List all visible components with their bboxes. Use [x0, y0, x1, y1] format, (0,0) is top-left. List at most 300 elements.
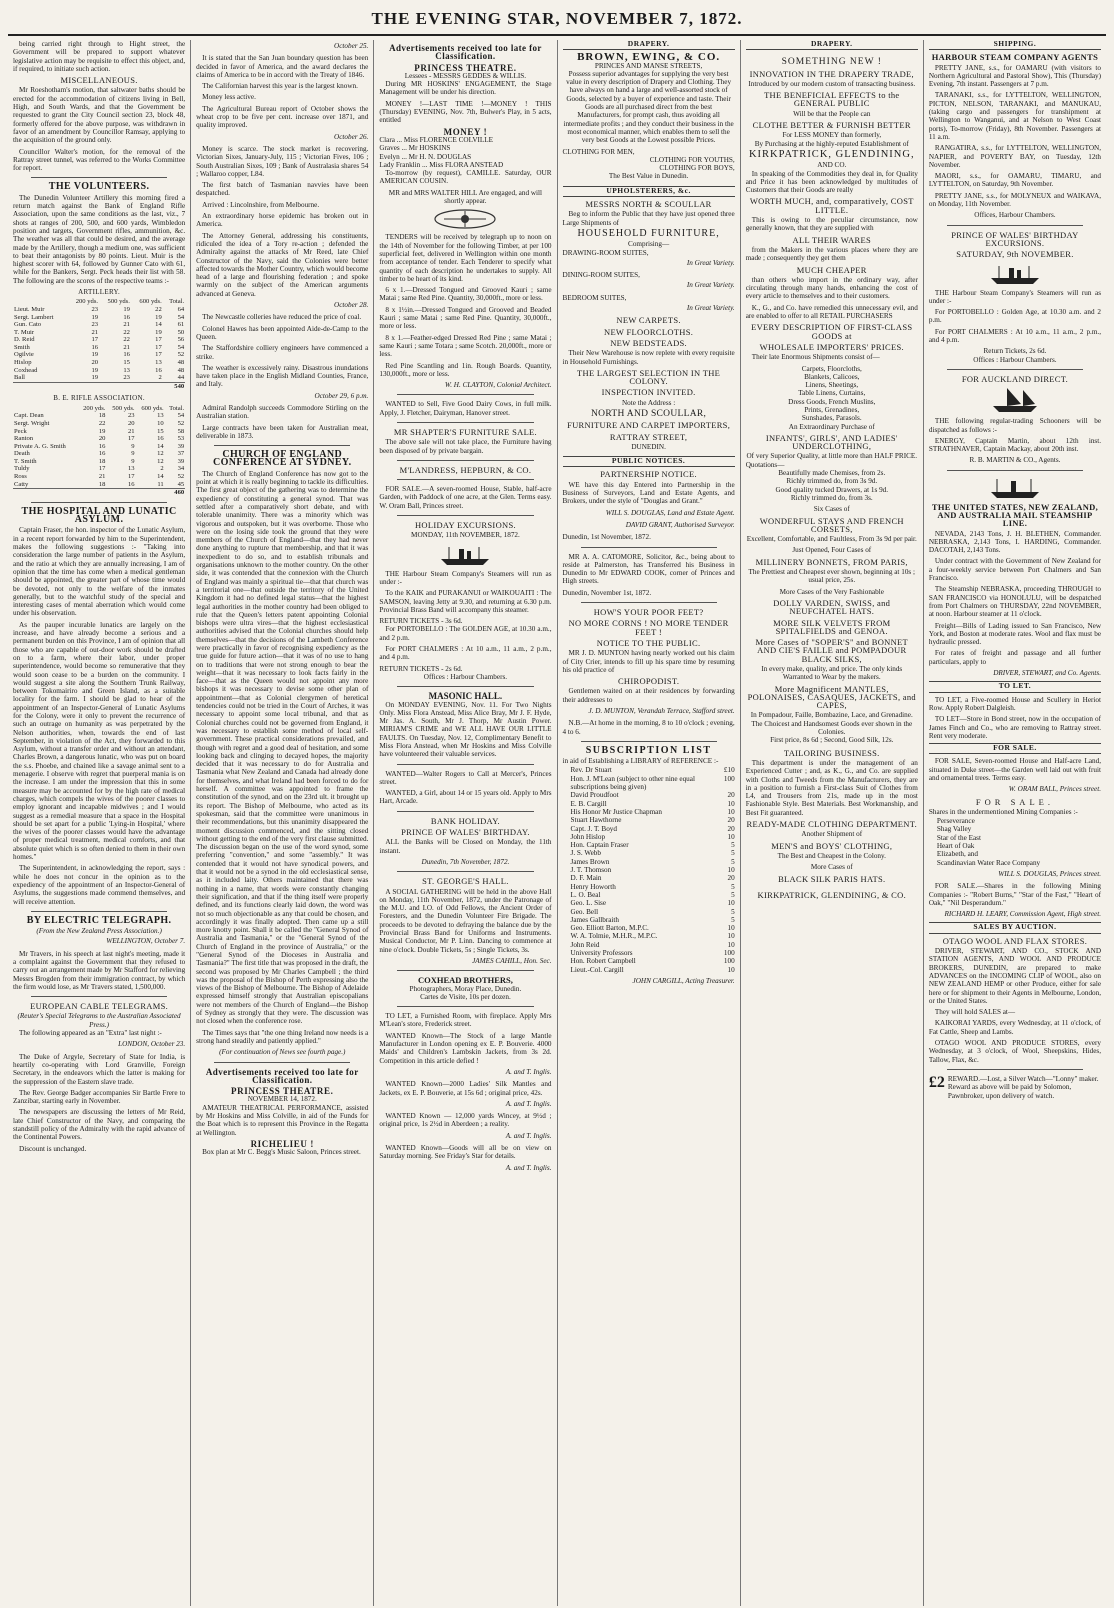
score-cell: 16 — [127, 480, 135, 488]
score-cell: 20 — [98, 435, 106, 443]
score-header-cell: Total. — [169, 298, 185, 306]
kg-line: By Purchasing at the highly-reputed Establishment of — [754, 139, 909, 148]
section-heading: DRAPERY. — [563, 40, 735, 50]
catomore-notice: MR A. A. CATOMORE, Solicitor, &c., being about to reside at Palmerston, has Transferred his Business in Dunedin to Mr EDWARD COOK, corner of Princes and High streets. — [562, 552, 735, 586]
score-header-cell — [13, 405, 77, 413]
us-mail-text: Freight—Bills of Lading issued to San Francisco, New York, and Boston at moderate rates. Wool and flax must be hydraulic pressed. — [928, 621, 1102, 647]
score-cell — [77, 489, 106, 497]
subscription-amount: 5 — [731, 915, 735, 924]
subscription-row — [571, 766, 735, 774]
otago-wool-heading: OTAGO WOOL AND FLAX STORES. — [942, 935, 1088, 946]
holiday-offices: Offices : Harbour Chambers. — [423, 672, 508, 681]
continuation-note: (For continuation of News see fourth page.) — [219, 1048, 346, 1057]
for-sale-title: FOR SALE. — [975, 796, 1054, 807]
subscription-row — [571, 775, 735, 792]
feet-subheading: NO MORE CORNS ! NO MORE TENDER FEET ! — [568, 618, 729, 637]
feet-heading: HOW'S YOUR POOR FEET? — [593, 607, 704, 618]
score-cell: 54 — [177, 313, 185, 321]
subscription-amount: 10 — [727, 940, 735, 949]
score-header-cell: 500 yds. — [107, 298, 130, 306]
ready-made-heading: READY-MADE CLOTHING DEPARTMENT. — [746, 819, 918, 830]
subscription-heading: SUBSCRIPTION LIST — [585, 744, 712, 756]
subscription-row — [571, 849, 735, 857]
subscription-row — [571, 924, 735, 932]
to-let-ad: TO LET, a Furnished Room, with fireplace. Apply Mrs M'Lean's store, Frederick street. — [379, 1012, 552, 1029]
kg-text: Their late Enormous Shipments consist of— — [751, 353, 880, 362]
subscription-amount: 10 — [727, 832, 735, 841]
score-cell: Ball — [14, 374, 25, 382]
score-cell: 21 — [123, 321, 130, 329]
partnership-signature: DAVID GRANT, Authorised Surveyor. — [625, 520, 735, 529]
subscriber-name: D. F. Main — [570, 874, 602, 883]
score-total: 540 — [163, 382, 185, 390]
kg-andco: AND CO. — [817, 161, 847, 170]
volunteers-paragraph: The Dunedin Volunteer Artillery this morning fired a return match against the Bank of England Rifle Association, upon the same conditions as the last, viz., 7 shots at ranges of 200, 500, and 600 yards, Wimbledon position and targets, Government rifles, ammunition, &c. The weather was all that could be desired, and the average made by the Artillery, though a medium one, was sufficient to beat their antagonists by 80 points. Lieut. Muir is the highest scorer with 64, followed by Gunner Cato with 61, while for the Bankers, Sergt. Peck heads their list with 58. The following are the scores of the respective teams :- — [13, 193, 186, 285]
score-cell: Capt. Dean — [14, 412, 44, 420]
score-row — [13, 306, 185, 314]
tender-item: 8 x 1.—Feather-edged Dressed Red Pine ; same Matai ; same Kauri ; same Totara ; same Scotch. 20,000ft., more or less. — [379, 333, 552, 359]
for-sale-text: Shares in the undermentioned Mining Companies :- — [928, 807, 1078, 816]
score-cell: T. Muir — [14, 328, 35, 336]
score-cell: 19 — [91, 351, 99, 359]
score-row — [13, 329, 185, 337]
cast-entry: Lady Franklin ... Miss FLORA ANSTEAD — [379, 160, 504, 169]
subscriber-name: Hon. J. M'Lean (subject to other nine equal subscriptions being given) — [570, 774, 695, 792]
otago-text: They will hold SALES at— — [934, 1008, 1016, 1017]
subscription-amount: £10 — [723, 766, 735, 775]
cable-paragraph: The newspapers are discussing the letters of Mr Reid, late Chief Constructor of the Navy, and comparing the standstill policy of the Admiralty with the rapid advance of the Continental Powers. — [13, 1108, 186, 1142]
partnership-text: WE have this day Entered into Partnership in the Business of Surveyors, Land and Estate Agents, and Brokers, under the style of "Douglas and Grant." — [562, 480, 735, 506]
divider — [397, 764, 533, 765]
subscription-amount: 10 — [727, 899, 735, 908]
score-row — [13, 420, 185, 428]
sailing-notice: PRETTY JANE, s.s., for MOLYNEUX and WAIKAVA, on Monday, 11th November. — [928, 191, 1102, 209]
score-header-cell: 500 yds. — [112, 404, 135, 412]
score-cell — [99, 382, 131, 390]
score-row — [13, 473, 185, 481]
holiday-text: To the KAIK and PURAKANUI or WAIKOUAITI : The SAMSON, leaving Jetty at 9.30, and returning at 6.30 p.m. Provincial Brass Band will accompany this steamer. — [379, 589, 552, 614]
score-cell: 19 — [91, 374, 99, 382]
score-cell: Tuldy — [14, 465, 30, 473]
north-scoullar-city: DUNEDIN. — [631, 442, 666, 451]
score-cell: 61 — [177, 321, 185, 329]
reward-amount: £2 — [928, 1073, 945, 1091]
score-cell: 13 — [155, 359, 162, 367]
subscription-row — [571, 957, 735, 965]
divider — [397, 422, 533, 423]
score-cell: 18 — [98, 457, 106, 465]
divider — [31, 502, 167, 503]
us-mail-heading: THE UNITED STATES, NEW ZEALAND, AND AUSTRALIA MAIL STEAMSHIP LINE. — [931, 501, 1098, 529]
sailing-notice: TARANAKI, s.s., for LYTTELTON, WELLINGTON, PICTON, NELSON, TARANAKI, and MANUKAU, (taking cargo and passengers for transhipment at Wellington to Wanganui, and at Nelson to West Coast ports), To-morrow (Friday), 8th November. Passengers at 11 a.m. — [928, 91, 1102, 141]
score-row — [13, 351, 185, 359]
tender-item: Red Pine Scantling and 1in. Rough Boards. Quantity, 130,000ft., more or less. — [379, 361, 552, 378]
score-cell: T. Smith — [14, 457, 37, 465]
theatre-date: NOVEMBER 14, 1872. — [247, 1095, 317, 1104]
kg-line: Of very Superior Quality, at little more than HALF PRICE. — [746, 452, 918, 461]
news-item: The weather is excessively rainy. Disastrous inundations have taken place in the English Midland Counties, France, and Italy. — [196, 363, 369, 389]
score-cell — [106, 489, 135, 497]
subscriber-name: Hon. Robert Campbell — [570, 957, 636, 966]
subscription-amount: 10 — [727, 799, 735, 808]
cable-paragraph: The Duke of Argyle, Secretary of State for India, is heartily co-operating with Lord Granville, Foreign Secretary, in the endeavors which the latter is making for the suppression of the Eastern slave trade. — [13, 1052, 186, 1086]
subscriber-name: W. A. Tolmie, M.H.R., M.P.C. — [570, 932, 658, 941]
score-cell: 23 — [123, 374, 130, 382]
score-cell: Coxhead — [14, 366, 38, 374]
worth-much: WORTH MUCH, and, comparatively, COST LITTLE. — [749, 196, 914, 215]
score-cell: 34 — [177, 465, 185, 473]
score-cell: 16 — [91, 343, 99, 351]
score-cell: Ross — [14, 473, 27, 481]
score-row — [13, 374, 185, 382]
excursion-text: THE Harbour Steam Company's Steamers will run as under :- — [928, 288, 1102, 305]
quotation-item: Beautifully made Chemises, from 2s. — [778, 469, 886, 478]
score-total-row — [13, 489, 185, 497]
news-item: The Newcastle colleries have reduced the price of coal. — [202, 313, 362, 322]
subscriber-name: John Reid — [570, 940, 600, 949]
something-new: SOMETHING NEW ! — [781, 57, 882, 68]
subscription-row — [571, 808, 735, 816]
stays-heading: WONDERFUL STAYS AND FRENCH CORSETS, — [759, 515, 904, 534]
holiday-date: MONDAY, 11th NOVEMBER, 1872. — [411, 531, 520, 540]
cast-list — [379, 136, 551, 169]
subscription-row — [571, 883, 735, 891]
for-sale-ad: FOR SALE.—A seven-roomed House, Stable, half-acre Garden, with Paddock of one acre, at the Glen. Terms easy. W. Oram Ball, Princes street. — [379, 485, 552, 510]
subscriber-name: Lieut.-Col. Cargill — [570, 965, 624, 974]
subscription-row — [571, 949, 735, 957]
score-cell: 16 — [157, 435, 164, 443]
misc-heading: MISCELLANEOUS. — [60, 75, 138, 86]
news-item: Colonel Hawes has been appointed Aide-de-Camp to the Queen. — [196, 324, 369, 341]
quotations-label: Quotations— — [745, 460, 785, 469]
score-cell: Death — [14, 450, 30, 458]
bank-heading: B. E. RIFLE ASSOCIATION. — [53, 394, 145, 403]
subscriber-name: J. S. Webb — [570, 849, 601, 858]
score-cell: Ranton — [14, 435, 34, 443]
subscriber-name: J. T. Thomson — [570, 866, 612, 875]
columns — [8, 40, 1106, 1606]
intro-paragraph: being carried right through to Hight street, the Government will be prepared to support whatever legislative action may be requisite to effect this object, and, if required, to initiate such action. — [13, 40, 186, 73]
black-silk-hats: BLACK SILK PARIS HATS. — [778, 873, 886, 884]
score-total-row — [13, 382, 185, 390]
shipment-item: Sunshades, Parasols. — [801, 414, 862, 423]
kg-line: The Prettiest and Cheapest ever shown, beginning at 10s ; usual price, 25s. — [748, 568, 916, 585]
score-cell: 21 — [127, 427, 135, 435]
north-scoullar-name: NORTH AND SCOULLAR, — [591, 408, 707, 419]
tender-item: 6 x 1.—Dressed Tongued and Grooved Kauri ; same Matai ; same Red Pine. Quantity, 30,000ft., more or less. — [379, 286, 552, 303]
quotation-item: Richly trimmed do, from 3s 9d. — [786, 477, 878, 486]
chiropodist-label: CHIROPODIST. — [617, 676, 680, 687]
divider — [947, 1069, 1083, 1070]
column-4 — [557, 40, 740, 1606]
section-heading: PUBLIC NOTICES. — [563, 456, 735, 467]
volunteers-heading: THE VOLUNTEERS. — [48, 181, 150, 193]
news-item: Admiral Randolph succeeds Commodore Stirling on the Australian station. — [196, 403, 369, 421]
score-cell: 15 — [123, 359, 130, 367]
masthead: THE EVENING STAR, NOVEMBER 7, 1872. — [8, 6, 1106, 36]
subscriber-name: Capt. J. T. Boyd — [570, 824, 617, 833]
kg-line: Six Cases of — [813, 505, 850, 514]
church-paragraph: The Church of England Conference has now got to the point at which it is really beginning to tackle its difficulties. The first great object of the gathering was to determine the expediency of constituting a general synod. That was settled after a comparatively short debate, and with tolerable unanimity. There was a minority which was vigorous and outspoken, but it was overborne. Those who were on the losing side took the ground that they were members of the Church of England—that they had never done anything to rupture that membership, and that it was inexpedient to do so, and to establish tribunals and organisations unknown to the mother country. On the other side, it was contended that the connexion with the Church of England was mainly a spiritual tie—that that church was a territorial one—that outside the territory of the United Kingdom it had no defined legal status—that the highest legal authorities in the mother country had been obliged to rule that the Queen's letters patent appointing Colonial bishops were ultra vires—that the highest ecclesiastical authorities advised that the Colonial churches should help themselves—that the decisions of the Lambeth Conference were practically in favor of recognising expediency as the true guide for future action—that it was of no use to hang on to traditions that were not strong enough to bear the weight—that it was necessary to look facts fairly in the face—that as the Queen would not appoint any more bishops it was necessary to devise some other plan of appointment—that as Colonial clergymen of heretical tendencies could not be tried in the Court of Arches, it was necessary to appoint some local tribunal, and that as Colonial churches could not be governed from England, it was necessary to establish some method of local self-government. These practical considerations prevailed, and though with regret and a good deal of hesitation, and some looking back and clinging to decayed hopes, the majority decided that it was necessary to do for Australia and Tasmania what New Zealand and Canada had already done for themselves, and what Ireland had been forced to do for herself. A committee was appointed to frame the constitution of the synod, and on the 23rd ult. it brought up its report. The Bishop of Melbourne, who acted as its spokesman, said that the committee were unanimous in their recommendations, but this unanimity disappeared the moment discussion commenced, and the sitting closed without getting to the end of the very first clause submitted. The discussion began on the use of the word synod, some preferring "convention," and some "assembly." It was contended that it would not have synodical powers, and that it would not be a synod in the old ecclesiastical sense, as it included laity. Others maintained that there was nothing in a name, that words were constantly changing their signification, and that if the thing itself were properly defined, and its functions clearly laid down, the word was not so much objectionable as any that could be chosen, and accordingly it was finally adopted. Then came up a still more knotty point. Shall it be called the "General Synod of Australia and Tasmania," or the "General Synod of the Church of England in the province of Australia," or the "General Synod of the Dioceses in Australia and Tasmania?" The first title that was proposed in the draft, the second was proposed by Mr Charles Campbell ; the third was the proposal of the Bishop of Perth expressing also the views of the Bishop of Melbourne. The Bishop of Adelaide expressed himself strongly that Australian episcopalians were not members of the Church of England—the Bishop of Sydney as strongly that they were. The discussion was not closed when the conference rose. — [196, 469, 369, 1026]
subscription-row — [571, 841, 735, 849]
north-scoullar-heading: MESSRS NORTH & SCOULLAR — [585, 199, 712, 210]
score-cell: 19 — [98, 427, 106, 435]
score-row — [13, 465, 185, 473]
news-item: Arrived : Lincolnshire, from Melbourne. — [202, 200, 320, 209]
theatre-show: RICHELIEU ! — [250, 1138, 314, 1149]
much-cheaper: MUCH CHEAPER — [796, 264, 867, 275]
clothing-list — [563, 148, 735, 181]
score-header-cell: 600 yds. — [139, 298, 162, 306]
underclothing-heading: INFANTS', GIRLS', AND LADIES' UNDERCLOTHING, — [765, 432, 898, 452]
subscription-amount: 20 — [727, 824, 735, 833]
score-cell: D. Reid — [14, 336, 35, 344]
inspection-invited: INSPECTION INVITED. — [601, 387, 696, 398]
mantles-heading: More Magnificent MANTLES, POLONAISES, CASAQUES, JACKETS, and CAPES, — [747, 683, 916, 711]
cast-entry: Clara ... Miss FLORENCE COLVILLE — [379, 135, 494, 144]
for-sale-heading: FOR SALE. — [929, 743, 1101, 754]
wanted-ad: WANTED Known—2000 Ladies' Silk Mantles and Jackets, ex E. P. Bouverie, at 15s 6d ; original price, 42s. — [379, 1080, 552, 1097]
theatre-lessees: Lessees - MESSRS GEDDES & WILLIS. — [404, 71, 527, 80]
inglis-signature: A. and T. Inglis. — [505, 1131, 552, 1140]
subscription-row — [571, 891, 735, 899]
score-cell: 48 — [177, 366, 185, 374]
us-mail-text: For rates of freight and passage and all further particulars, apply to — [928, 649, 1102, 666]
mining-company: Shag Valley — [936, 825, 972, 834]
play-title: MONEY ! — [443, 126, 488, 137]
mail-steamer-icon — [929, 476, 1101, 500]
score-cell: 17 — [127, 473, 135, 481]
new-goods-line: NEW FLOORCLOTHS. — [604, 326, 694, 337]
divider — [947, 225, 1083, 226]
news-date: October 25. — [334, 42, 369, 50]
for-sale-signature: W. ORAM BALL, Princes street. — [1008, 785, 1102, 794]
otago-text: DRIVER, STEWART, AND CO., STOCK AND STATION AGENTS, AND WOOL AND PRODUCE BROKERS, DUNEDIN, are prepared to make ADVANCES on the INCOMING CLIP of WOOL, also on NEW ZEALAND HEMP or other Produce, either for sale here or for shipment to their Agents in Melbourne, London, or the United States. — [928, 947, 1102, 1005]
steamer-icon — [379, 543, 551, 567]
church-heading: CHURCH OF ENGLAND CONFERENCE AT SYDNEY. — [212, 449, 352, 469]
news-item: The Californian harvest this year is the largest known. — [202, 82, 358, 91]
theatre-text: During MR HOSKINS' ENGAGEMENT, the Stage Management will be under his direction. — [379, 80, 552, 97]
shapter-text: The above sale will not take place, the Furniture having been disposed of by private bargain. — [379, 438, 552, 455]
cable-source: (Reuter's Special Telegrams to the Australian Associated Press.) — [17, 1012, 181, 1029]
schooner-icon — [929, 386, 1101, 414]
cable-paragraph: The following appeared as an "Extra" last night :- — [19, 1029, 162, 1038]
subscription-amount: 5 — [731, 907, 735, 916]
artillery-heading: ARTILLERY. — [78, 288, 121, 297]
score-cell: Private A. G. Smith — [14, 442, 66, 450]
kg-line: Excellent, Comfortable, and Faultless, From 3s 9d per pair. — [746, 535, 917, 544]
artillery-scores — [13, 298, 185, 390]
asylum-paragraph: The Superintendent, in acknowledging the report, says : while he does not concur in the opinion as to the expediency of the appointment of an Inspector-General of Asylums, the suggestions made commend themselves, and will receive attention. — [13, 864, 186, 906]
kg-text: This is owing to the peculiar circumstance, now generally known, that they are supplied with — [745, 216, 918, 233]
score-cell: 17 — [91, 336, 99, 344]
score-cell: 21 — [91, 328, 99, 336]
column-3 — [373, 40, 556, 1606]
asylum-heading: THE HOSPITAL AND LUNATIC ASYLUM. — [21, 505, 177, 526]
score-cell: 64 — [177, 305, 185, 313]
quotation-item: Richly trimmed do, from 3s. — [790, 493, 873, 502]
beneficial-effects: THE BENEFICIAL EFFECTS to the GENERAL PUBLIC — [764, 90, 900, 109]
household-furniture: HOUSEHOLD FURNITURE, — [577, 227, 720, 239]
mining-company: Star of the East — [936, 833, 981, 842]
news-item: An extraordinary horse epidemic has broken out in America. — [196, 212, 369, 229]
new-goods-line: NEW BEDSTEADS. — [610, 337, 687, 348]
variety-label: In Great Variety. — [686, 304, 735, 313]
masonic-text: On MONDAY EVENING, Nov. 11. For Two Nights Only. Miss Flora Anstead, Miss Alice Bray, Mr J. F. Hyde, Mr Jas. A. South, Mr J. Thorp, Mr Austin Power. MIRIAM'S CRIME and WE ALL HAVE OUR LITTLE FAULTS. On Tuesday, Nov. 12, Complimentary Benefit to Miss Flora Anstead, when Mr Hoskins and Miss Colville have volunteered their valuable services. — [379, 700, 552, 759]
theatre-box: Box plan at Mr C. Begg's Music Saloon, Princes street. — [202, 1148, 361, 1157]
score-cell: Gun. Cato — [14, 321, 42, 329]
quotation-item: Good quality tucked Drawers, at 1s 9d. — [775, 485, 889, 494]
score-cell — [13, 382, 67, 390]
theatre-text: AMATEUR THEATRICAL PERFORMANCE, assisted by Mr Hoskins and Miss Colville, in aid of the Funds for the Boat which is to represent this Province in the Regatta at Wellington. — [196, 1103, 369, 1137]
mens-clothing: MEN'S and BOYS' CLOTHING, — [771, 840, 893, 851]
theatre-text: To-morrow (by request), CAMILLE. Saturday, OUR AMERICAN COUSIN. — [379, 169, 552, 186]
kg-line: For LESS MONEY than formerly, — [782, 131, 882, 140]
holiday-text: For PORT CHALMERS : At 10 a.m., 11 a.m., 2 p.m., and 4 p.m. — [379, 645, 552, 662]
score-row — [13, 359, 185, 367]
cable-paragraph: The Rev. George Badger accompanies Sir Bartle Frere to Zanzibar, starting early in November. — [13, 1088, 186, 1106]
subscription-amount: 10 — [727, 866, 735, 875]
us-mail-text: NEVADA, 2143 Tons, J. H. BLETHEN, Commander. NEBRASKA, 2,143 Tons, I. HARDING, Commander. DACOTAH, 2,143 Tons. — [928, 529, 1102, 555]
column-6 — [923, 40, 1106, 1606]
score-cell: 16 — [155, 366, 162, 374]
kg-line: An Extraordinary Purchase of — [788, 422, 875, 431]
for-sale-signature: WILL S. DOUGLAS, Princes street. — [998, 869, 1102, 878]
divider — [214, 1062, 350, 1063]
cast-entry: Graves ... Mr HOSKINS — [379, 144, 451, 153]
every-description: EVERY DESCRIPTION OF FIRST-CLASS GOODS at — [751, 322, 913, 341]
score-cell: Hislop — [14, 359, 32, 367]
bank-holiday-sub: PRINCE OF WALES' BIRTHDAY. — [401, 827, 530, 838]
news-item: The Staffordshire colliery engineers have commenced a strike. — [196, 344, 369, 361]
mining-list — [937, 817, 1101, 867]
score-cell: 12 — [157, 457, 164, 465]
mining-company: Elizabeth, and — [936, 850, 978, 859]
score-cell: 17 — [98, 465, 106, 473]
excursion-text: For PORT CHALMERS : At 10 a.m., 11 a.m., 2 p.m., and 4 p.m. — [928, 327, 1102, 345]
score-cell: 14 — [157, 473, 164, 481]
score-cell: 52 — [177, 473, 185, 481]
bank-holiday-text: ALL the Banks will be Closed on Monday, the 11th instant. — [379, 838, 552, 855]
auckland-text: THE following regular-trading Schooners will be dispatched as follows :- — [928, 417, 1102, 434]
score-cell: Catty — [14, 480, 29, 488]
subscriber-name: Geo. Bell — [570, 907, 599, 916]
clothing-line: CLOTHING FOR MEN, — [562, 147, 635, 156]
st-george-heading: ST. GEORGE'S HALL. — [422, 876, 509, 887]
news-item: Large contracts have been taken for Australian meat, deliverable in 1873. — [196, 423, 369, 440]
cable-paragraph: Discount is unchanged. — [19, 1144, 87, 1153]
bank-scores — [13, 405, 185, 497]
theatre-title: PRINCESS THEATRE. — [414, 62, 517, 73]
offices-label: Offices, Harbour Chambers. — [974, 211, 1056, 220]
score-cell: Peck — [14, 427, 27, 435]
cable-date: LONDON, October 23. — [118, 1040, 186, 1049]
offices-label: Offices : Harbour Chambers. — [973, 355, 1057, 364]
treasurer-signature: JOHN CARGILL, Acting Treasurer. — [632, 976, 735, 985]
score-cell: 18 — [98, 480, 106, 488]
score-cell: 23 — [91, 305, 99, 313]
subscription-row — [571, 833, 735, 841]
subscriber-name: James Gallbraith — [570, 915, 620, 924]
sailing-notice: RANGATIRA, s.s., for LYTTELTON, WELLINGTON, NAPIER, and POVERTY BAY, on Tuesday, 12th November. — [928, 144, 1102, 169]
news-item: It is stated that the San Juan boundary question has been decided in favor of America, and the award declares the claims of America to be in accord with the Treaty of 1846. — [196, 54, 369, 79]
north-scoullar-trade: FURNITURE AND CARPET IMPORTERS, — [567, 420, 731, 431]
subscription-row — [571, 874, 735, 882]
kg-line: First price, 8s 6d ; Second, Good Silk, 12s. — [770, 736, 894, 745]
misc-paragraph: Councillor Walter's motion, for the removal of the Rattray street tunnel, was referred to the Works Committee for report. — [13, 147, 186, 173]
subscription-amount: 5 — [731, 882, 735, 891]
tailoring-text: This department is under the management of an Experienced Cutter ; and, as K., G., and Co. are supplied with Cloths and Tweeds from the Manufacturers, they are in a position to furnish a First-class Suit of Clothes from L4, and Trousers from 21s, made up in the most Fashionable Style. Best Materials. Best Workmanship, and Best Fit guaranteed. — [745, 758, 918, 817]
kg-text: than others who import in the ordinary way, after circulating through many hands, enhancing the cost of every article to themselves and to their customers. — [745, 275, 918, 301]
news-date: October 26. — [334, 132, 369, 141]
score-row — [13, 428, 185, 436]
score-cell: 10 — [157, 419, 164, 427]
tender-ad — [379, 233, 551, 389]
score-cell: Smith — [14, 343, 30, 351]
shipment-item: Linens, Sheetings, — [805, 381, 859, 390]
cable-heading: EUROPEAN CABLE TELEGRAMS. — [30, 1001, 169, 1012]
score-cell: 2 — [158, 374, 162, 382]
column-2 — [190, 40, 373, 1606]
wholesale-prices: WHOLESALE IMPORTERS' PRICES. — [759, 341, 904, 352]
score-header-cell: 200 yds. — [75, 298, 99, 306]
score-cell: 45 — [177, 480, 185, 488]
princess-theatre-ad — [379, 64, 551, 206]
subscription-amount: 10 — [727, 807, 735, 816]
score-cell: 39 — [177, 442, 185, 450]
coxhead-title: COXHEAD BROTHERS, — [417, 975, 513, 986]
subscription-amount: 100 — [723, 957, 735, 966]
to-let-ad: TO LET, a Five-roomed House and Scullery in Heriot Row. Apply Robert Dalgleish. — [928, 695, 1102, 712]
section-heading: DRAPERY. — [746, 40, 918, 50]
score-cell: 22 — [98, 419, 106, 427]
score-cell — [131, 382, 163, 390]
furniture-item: DINING-ROOM SUITES, — [562, 271, 640, 280]
score-cell: 19 — [123, 305, 130, 313]
score-cell: 39 — [177, 457, 185, 465]
subscription-amount: 100 — [723, 774, 735, 783]
mining-company: Scandinavian Water Race Company — [936, 858, 1041, 867]
partnership-heading: PARTNERSHIP NOTICE. — [600, 469, 697, 480]
score-cell: Ogilvie — [14, 351, 34, 359]
score-cell: 16 — [123, 351, 130, 359]
subscriber-name: Hon. Captain Fraser — [570, 841, 629, 850]
theatre-text: MONEY !—LAST TIME !—MONEY ! THIS (Thursday) EVENING, Nov. 7th, Bulwer's Play, in 5 acts, entitled — [379, 99, 552, 125]
divider — [31, 996, 167, 997]
subscription-amount: 10 — [727, 965, 735, 974]
score-cell: 14 — [155, 321, 162, 329]
subscriber-name: Rev. Dr Stuart — [570, 766, 612, 775]
all-their-wares: ALL THEIR WARES — [792, 234, 872, 245]
subscription-row — [571, 908, 735, 916]
us-mail-text: The Steamship NEBRASKA, proceeding THROUGH to SAN FRANCISCO via HONOLULU, will be despatched from Port Chalmers on THURSDAY, 22nd NOVEMBER, at noon. Harbour steamer at 11 o'clock. — [928, 585, 1102, 619]
tender-item: 8 x 1½in.—Dressed Tongued and Grooved and Beaded Kauri ; same Matai ; same Red Pine. Quantity, 30,000ft., more or less. — [379, 305, 552, 331]
subscription-row — [571, 816, 735, 824]
score-cell: 13 — [127, 465, 135, 473]
inglis-signature: A. and T. Inglis. — [505, 1067, 552, 1076]
tender-signature: W. H. CLAYTON, Colonial Architect. — [444, 381, 552, 390]
subscription-amount: 10 — [727, 932, 735, 941]
asylum-paragraph: Captain Fraser, the hon. inspector of the Lunatic Asylum, in a recent report forwarded by him to the Superintendent, makes the following suggestions :- "Taking into consideration the large number of patients in the Asylum, and the ratio at which they are annually increasing, I am of opinion that the time has come when a medical gentleman should be appointed, the greater part of whose time would be devoted, not only to the welfare of the inmates generally, but to the watchful study of the special and interesting cases of mental aberration which would come under his observation. — [13, 526, 186, 618]
kg-text: In speaking of the Commodities they deal in, for Quality and Price it has been acknowledged by multitudes of Customers that their Goods are really — [745, 169, 918, 195]
score-cell: 17 — [155, 343, 162, 351]
subscription-row — [571, 825, 735, 833]
score-cell: 19 — [155, 313, 162, 321]
score-header-cell: 600 yds. — [141, 404, 164, 412]
score-row — [13, 336, 185, 344]
largest-selection: THE LARGEST SELECTION IN THE COLONY. — [577, 367, 721, 387]
bank-holiday-date: Dunedin, 7th November, 1872. — [421, 857, 510, 866]
